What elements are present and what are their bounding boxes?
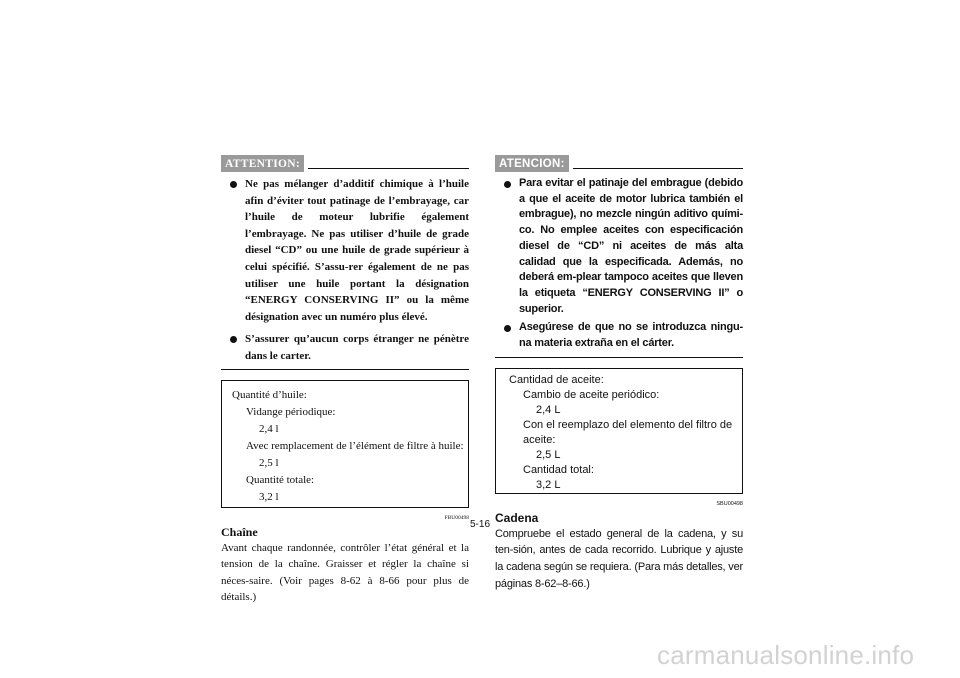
section-title: Chaîne [221,524,258,539]
page-number: 5-16 [470,519,491,530]
box-title: Cantidad de aceite: [509,373,604,386]
periodic-value: 2,4 l [259,422,279,435]
attention-bullets [495,176,743,352]
spanish-column [495,152,743,592]
bullet-item: S’assurer qu’aucun corps étranger ne pénètre dans le carter. [221,331,469,364]
bullet-dot-icon [504,325,511,332]
oil-quantity-box [495,368,743,494]
attention-rule [573,168,743,169]
section-body: Compruebe el estado general de la cadena, y su ten-sión, antes de cada recorrido. Lubrique y ajuste la cadena según se requiera. (Para más detalles, ver páginas 8-62–8-66.) [495,527,743,590]
total-value: 3,2 L [536,478,561,491]
bullet-dot-icon [230,336,237,343]
filter-value: 2,5 L [536,448,561,461]
bullet-item: Para evitar el patinaje del embrague (debido a que el aceite de motor lubrica también el embrague), no mezcle ningún aditivo quími-co. No emplee aceites con especificación diesel de “CD” ni aceites de más alta calidad que la especificada. Además, no deberá em-plear tampoco aceites que lleven la etiqueta “ENERGY CONSERVING II” o superior. [495,176,743,317]
filter-label: Avec remplacement de l’élément de filtre à huile: [246,439,464,452]
reference-code: FBU00498 [444,514,469,521]
reference-code: SBU00498 [716,500,743,507]
attention-rule [308,168,469,169]
attention-label: ATENCION: [495,155,569,172]
attention-bullets [221,176,469,365]
periodic-value: 2,4 L [536,403,561,416]
total-label: Quantité totale: [246,473,315,486]
french-column [221,152,469,606]
watermark: carmanualsonline.info [657,640,915,670]
filter-label: Con el reemplazo del elemento del filtro de aceite: [523,418,733,446]
bullet-dot-icon [504,181,511,188]
bullet-item: Ne pas mélanger d’additif chimique à l’huile afin d’éviter tout patinage de l’embrayage, car l’huile de moteur lubrifie également l’embrayage. Ne pas utiliser d’huile de grade diesel “CD” ou une huile de grade supérieur à celui spécifié. S’assu-rer également de ne pas utiliser une huile portant la désignation “ENERGY CONSERVING II” ou la même désignation avec un numéro plus élevé. [221,176,469,325]
oil-quantity-box [221,380,469,508]
attention-end-rule [221,369,469,370]
periodic-label: Vidange périodique: [246,405,336,418]
attention-header [495,152,743,172]
section-title: Cadena [495,510,539,525]
periodic-label: Cambio de aceite periódico: [523,388,660,401]
total-value: 3,2 l [259,490,279,503]
filter-value: 2,5 l [259,456,279,469]
total-label: Cantidad total: [523,463,594,476]
bullet-dot-icon [230,181,237,188]
attention-label: ATTENTION: [221,155,304,172]
box-title: Quantité d’huile: [232,388,307,401]
section-body: Avant chaque randonnée, contrôler l’état général et la tension de la chaîne. Graisser et régler la chaîne si néces-saire. (Voir pages 8-62 à 8-66 pour plus de détails.) [221,541,469,604]
attention-end-rule [495,357,743,358]
attention-header [221,152,469,172]
bullet-item: Asegúrese de que no se introduzca ningu-na materia extraña en el cárter. [495,320,743,351]
